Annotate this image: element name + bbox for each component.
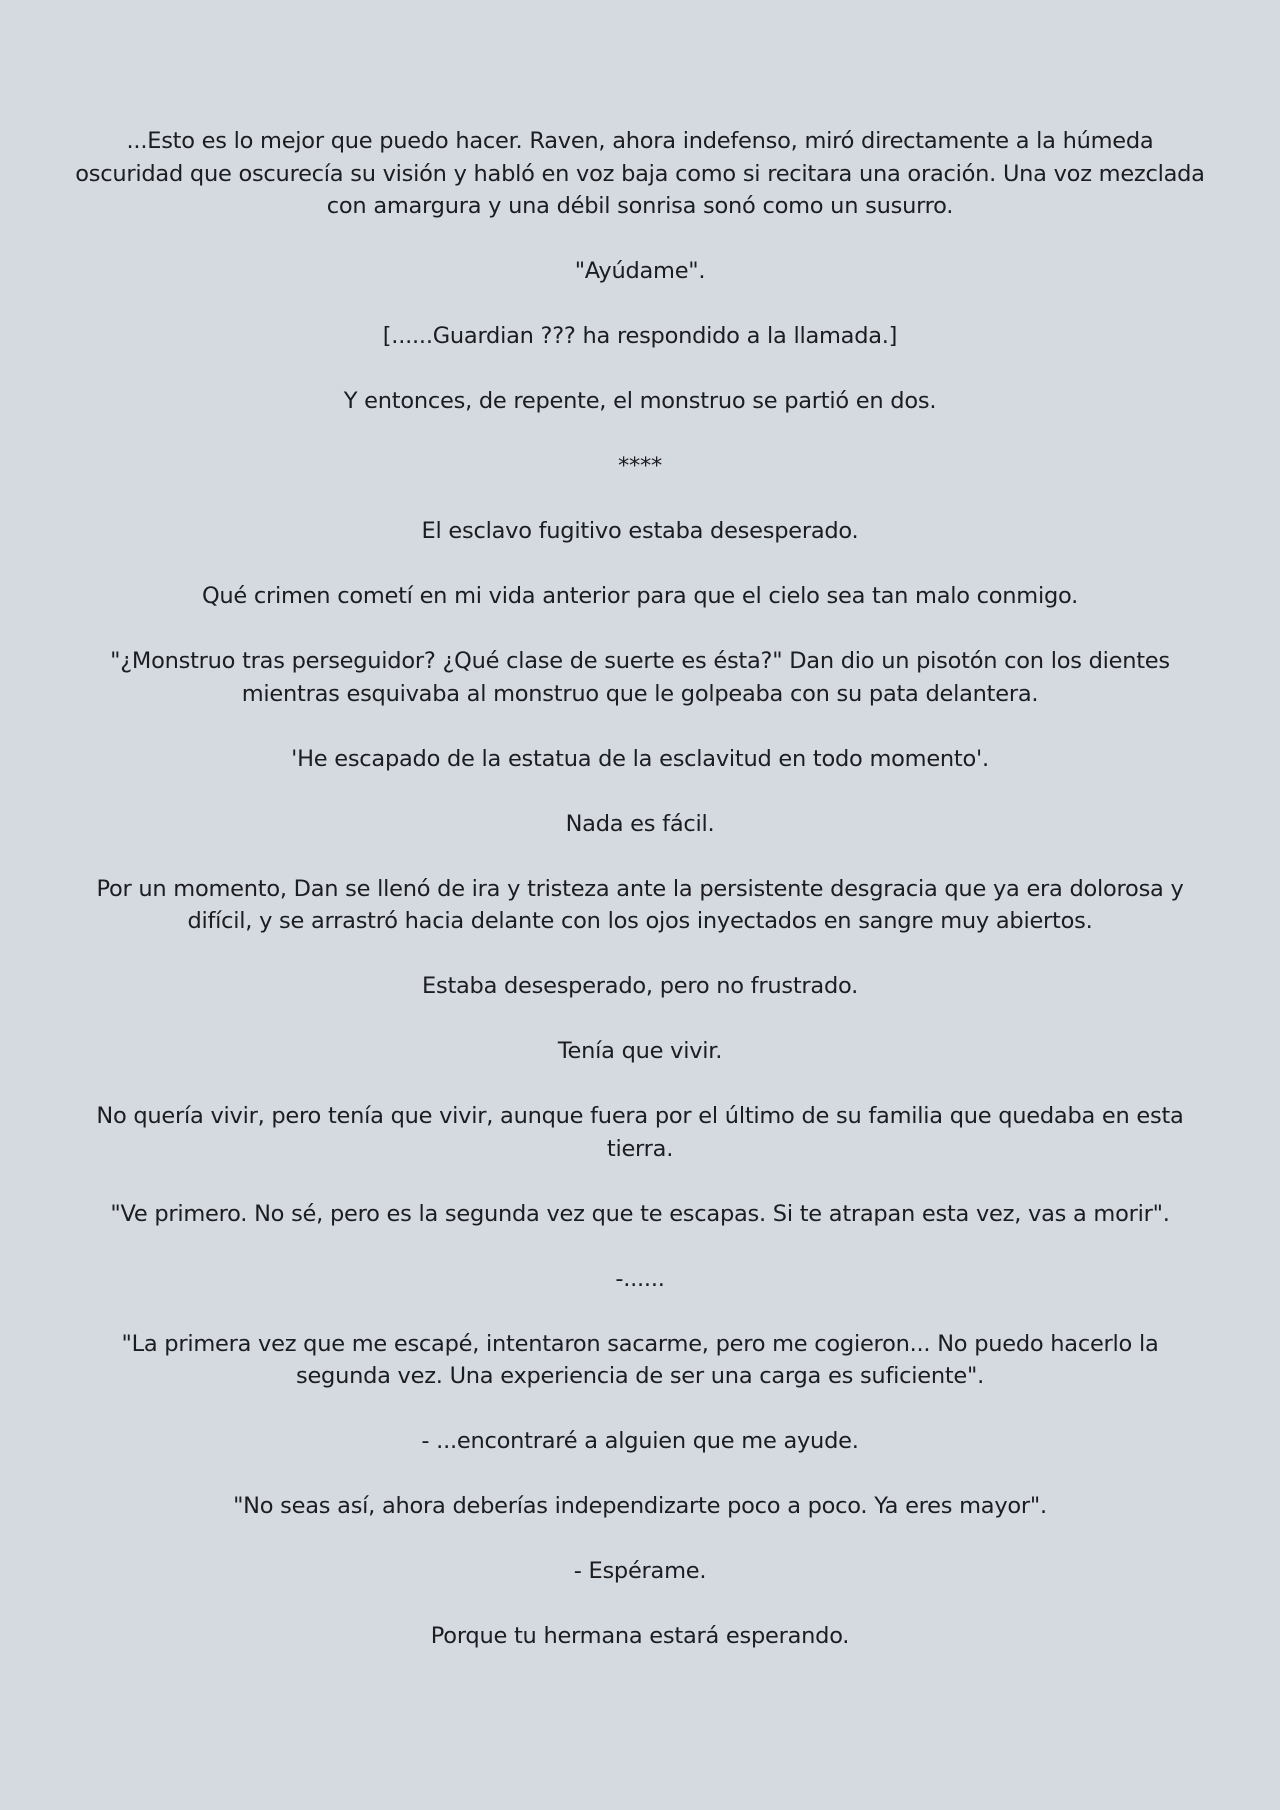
paragraph-opening: ...Esto es lo mejor que puedo hacer. Raven, ahora indefenso, miró directamente a la húmeda oscuridad que oscurecía su visión y habló en voz baja como si recitara una oración. Una voz mezclada con amargura y una débil sonrisa sonó como un susurro.: [75, 128, 1205, 219]
paragraph-wait-for-me: - Espérame.: [573, 1558, 707, 1584]
paragraph-sister-waiting: Porque tu hermana estará esperando.: [430, 1623, 850, 1649]
paragraph-guardian-message: [......Guardian ??? ha respondido a la llamada.]: [382, 323, 898, 349]
paragraph-first-escape: "La primera vez que me escapé, intentaron sacarme, pero me cogieron... No puedo hacerlo la segunda vez. Una experiencia de ser una carga es suficiente".: [121, 1330, 1159, 1389]
paragraph-help-request: "Ayúdame".: [574, 258, 706, 284]
paragraph-nothing-easy: Nada es fácil.: [565, 810, 715, 837]
paragraph-monster-pursuer: "¿Monstruo tras perseguidor? ¿Qué clase de suerte es ésta?" Dan dio un pisotón con los dientes mientras esquivaba al monstruo que le golpeaba con su pata delantera.: [110, 648, 1170, 707]
paragraph-find-someone: - ...encontraré a alguien que me ayude.: [421, 1428, 859, 1454]
paragraph-had-to-live: Tenía que vivir.: [557, 1038, 723, 1064]
paragraph-crime: Qué crimen cometí en mi vida anterior para que el cielo sea tan malo conmigo.: [201, 583, 1079, 609]
paragraph-fugitive-slave: El esclavo fugitivo estaba desesperado.: [421, 518, 859, 544]
paragraph-ellipsis-reply: -......: [615, 1265, 665, 1292]
paragraph-dont-be-like-that: "No seas así, ahora deberías independizarte poco a poco. Ya eres mayor".: [233, 1493, 1047, 1519]
paragraph-desperate: Estaba desesperado, pero no frustrado.: [422, 973, 858, 999]
paragraph-monster-split: Y entonces, de repente, el monstruo se partió en dos.: [343, 388, 937, 414]
paragraph-escaped-statue: 'He escapado de la estatua de la esclavitud en todo momento'.: [291, 745, 989, 772]
scene-separator: ****: [618, 453, 662, 479]
paragraph-anger-sadness: Por un momento, Dan se llenó de ira y tristeza ante la persistente desgracia que ya era dolorosa y difícil, y se arrastró hacia delante con los ojos inyectados en sangre muy abiertos.: [96, 875, 1184, 934]
paragraph-go-first: "Ve primero. No sé, pero es la segunda vez que te escapas. Si te atrapan esta vez, vas a morir".: [110, 1200, 1170, 1227]
paragraph-did-not-want: No quería vivir, pero tenía que vivir, aunque fuera por el último de su familia que quedaba en esta tierra.: [96, 1103, 1184, 1162]
